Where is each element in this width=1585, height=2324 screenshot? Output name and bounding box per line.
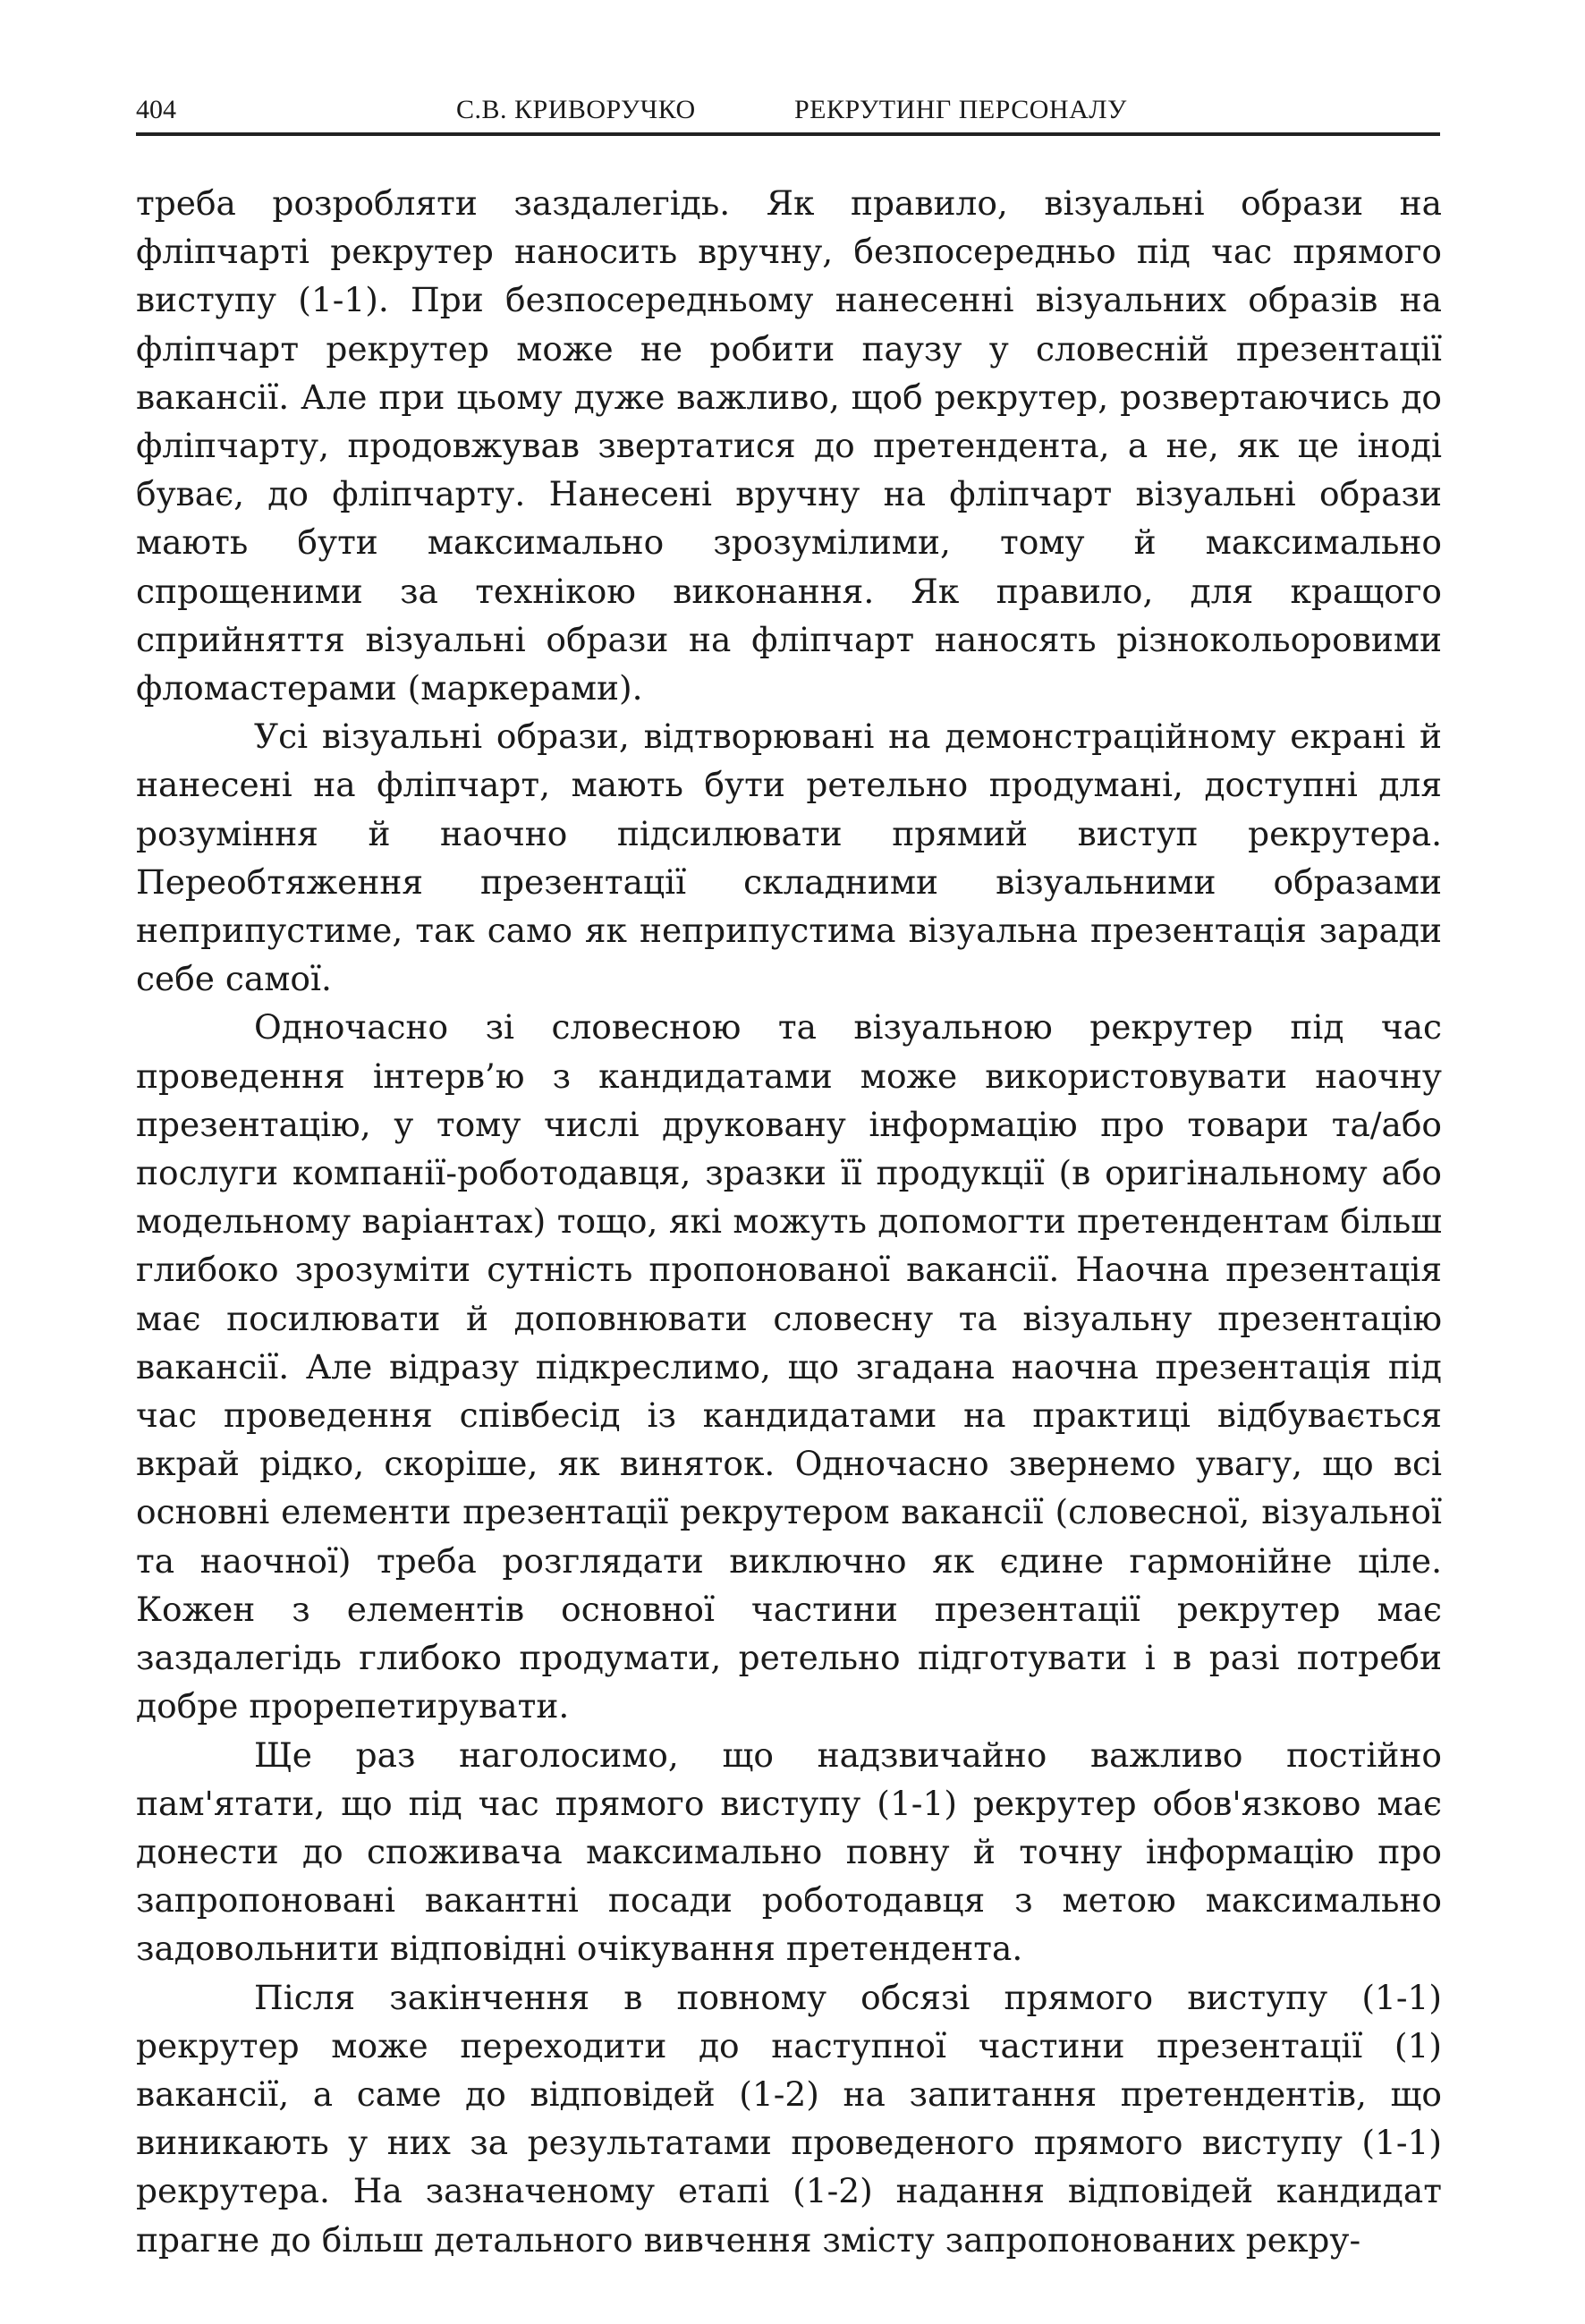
- running-header: [136, 89, 1440, 136]
- page-number: 404: [136, 95, 176, 124]
- body-text: [136, 179, 1442, 2264]
- book-title: РЕКРУТИНГ ПЕРСОНАЛУ: [794, 95, 1127, 124]
- paragraph: Усі візуальні образи, відтворювані на демонстраційному екрані й нанесені на фліпчарт, мають бути ретельно продумані, доступні для розуміння й наочно підсилювати прямий виступ рекрутера. Переобтяження презентації складними візуальними образами неприпустиме, так само як неприпустима візуальна презентація заради себе самої.: [136, 717, 1442, 999]
- paragraph: Одночасно зі словесною та візуальною рекрутер під час проведення інтерв’ю з кандидатами може використовувати наочну презентацію, у тому числі друковану інформацію про товари та/або послуги компанії-роботодавця, зразки її продукції (в оригінальному або модельному варіантах) тощо, які можуть допомогти претендентам більш глибоко зрозуміти сутність пропонованої вакансії. Наочна презентація має посилювати й доповнювати словесну та візуальну презентацію вакансії. Але відразу підкреслимо, що згадана наочна презентація під час проведення співбесід із кандидатами на практиці відбувається вкрай рідко, скоріше, як виняток. Одночасно звернемо увагу, що всі основні елементи презентації рекрутером вакансії (словесної, візуальної та наочної) треба розглядати виключно як єдине гармонійне ціле. Кожен з елементів основної частини презентації рекрутер має заздалегідь глибоко продумати, ретельно підготувати і в разі потреби добре прорепетирувати.: [136, 1007, 1442, 1726]
- author-name: С.В. КРИВОРУЧКО: [456, 95, 696, 124]
- paragraph-continuation: треба розробляти заздалегідь. Як правило, візуальні образи на фліпчарті рекрутер наносить вручну, безпосередньо під час прямого виступу (1-1). При безпосередньому нанесенні візуальних образів на фліпчарт рекрутер може не робити паузу у словесній презентації вакансії. Але при цьому дуже важливо, щоб рекрутер, розвертаючись до фліпчарту, продовжував звертатися до претендента, а не, як це іноді буває, до фліпчарту. Нанесені вручну на фліпчарт візуальні образи мають бути максимально зрозумілими, тому й максимально спрощеними за технікою виконання. Як правило, для кращого сприйняття візуальні образи на фліпчарт наносять різнокольоровими фломастерами (маркерами).: [136, 183, 1442, 708]
- paragraph: Ще раз наголосимо, що надзвичайно важливо постійно пам'ятати, що під час прямого виступу (1-1) рекрутер обов'язково має донести до споживача максимально повну й точну інформацію про запропоновані вакантні посади роботодавця з метою максимально задовольнити відповідні очікування претендента.: [136, 1735, 1442, 1969]
- paragraph: Після закінчення в повному обсязі прямого виступу (1-1) рекрутер може переходити до наступної частини презентації (1) вакансії, а саме до відповідей (1-2) на запитання претендентів, що виникають у них за результатами проведеного прямого виступу (1-1) рекрутера. На зазначеному етапі (1-2) надання відповідей кандидат прагне до більш детального вивчення змісту запропонованих рекру-: [136, 1977, 1442, 2260]
